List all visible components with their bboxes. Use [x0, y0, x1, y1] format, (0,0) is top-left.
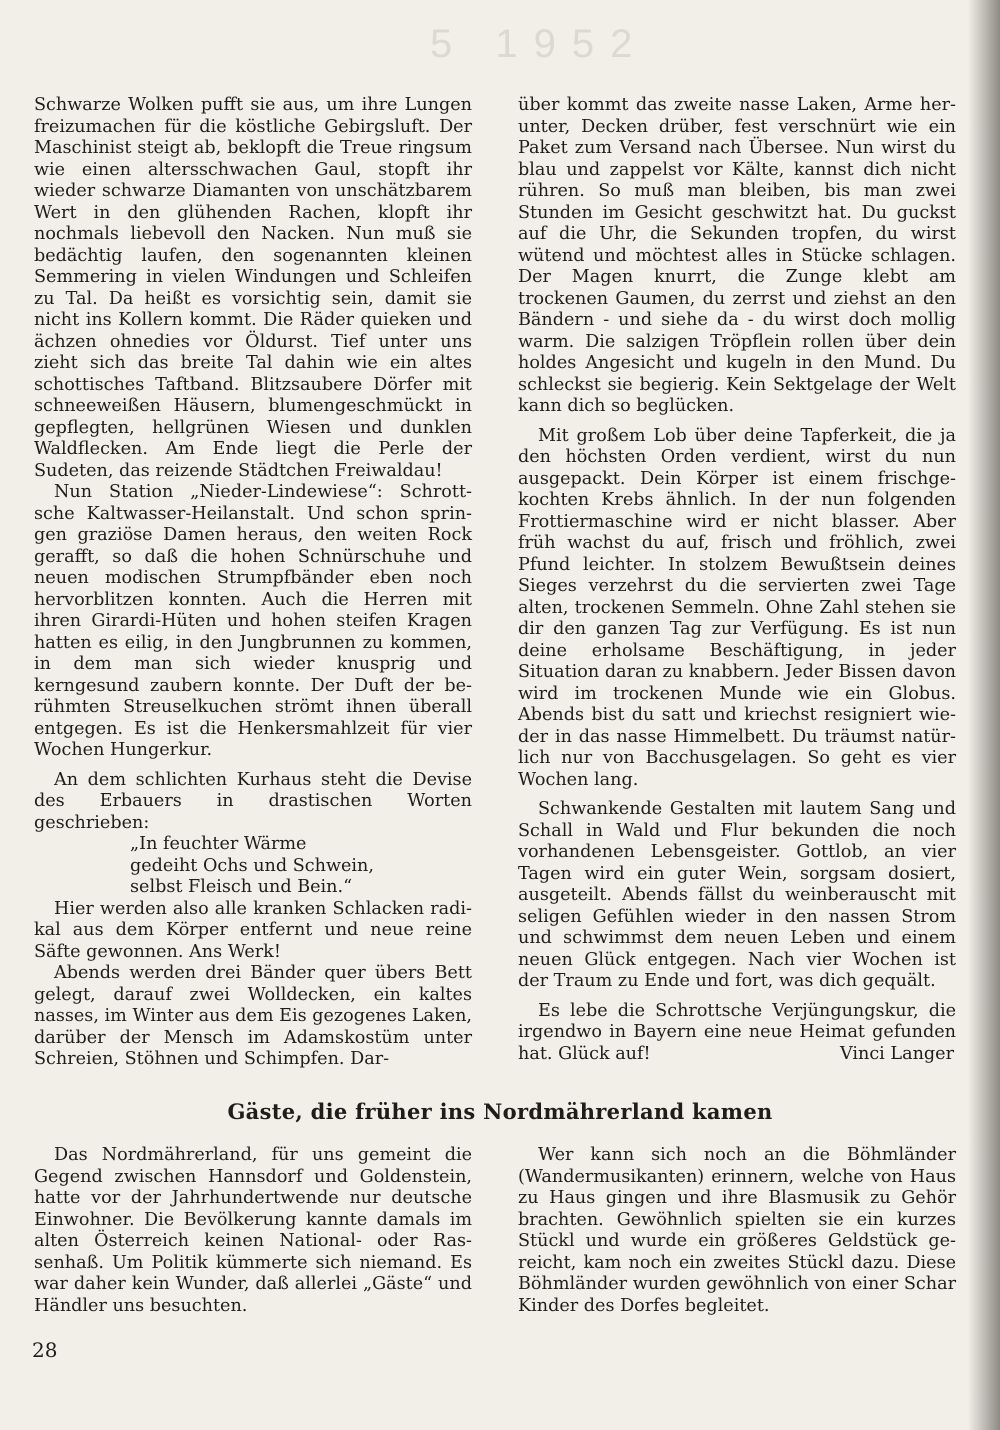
paragraph: Schwankende Gestalten mit lautem Sang und Schall in Wald und Flur bekunden die noch vorhandenen Lebensgeister. Gottlob, an vier Tagen wird ein guter Wein, sorgsam dosiert, ausgeteilt. Abends fällst du weinberauscht mit seligen Gefühlen wieder in den nassen Strom und schwimmst dem neuen Leben und einem neuen Glück entgegen. Nach vier Wochen ist der Traum zu Ende und fort, was dich gequält. — [518, 799, 956, 991]
paragraph: Mit großem Lob über deine Tapferkeit, die ja den höchsten Orden verdient, wirst du nun ausgepackt. Dein Körper ist einem frischgekochten Krebs ähnlich. In der nun folgenden Frottiermaschine wird er nicht blasser. Aber früh wachst du auf, frisch und fröhlich, zwei Pfund leichter. In stolzem Bewußtsein deines Sieges verzehrst du die servierten zwei Tage alten, trockenen Semmeln. Ohne Zahl stehen sie dir den ganzen Tag zur Verfügung. Es ist nun deine erholsame Beschäftigung, in jeder Situation daran zu knabbern. Jeder Bissen davon wird im trockenen Munde wie ein Globus. Abends bist du satt und kriechst resigniert wieder in das nasse Himmelbett. Du träumst natürlich nur von Bacchusgelagen. So geht es vier Wochen lang. — [518, 425, 956, 790]
verse-line: gedeiht Ochs und Schwein, — [130, 855, 374, 876]
paragraph: Hier werden also alle kranken Schlacken radikal aus dem Körper entfernt und neue reine Säfte gewonnen. Ans Werk! — [34, 898, 472, 962]
article1-left-column — [34, 95, 472, 1071]
binding-shadow — [968, 0, 1000, 1430]
article2-left-column — [34, 1145, 472, 1317]
verse-quote — [130, 834, 472, 899]
faded-date-stamp: 5 1952 — [430, 22, 649, 66]
paragraph: Das Nordmährerland, für uns gemeint die Gegend zwischen Hannsdorf und Goldenstein, hatte vor der Jahrhundertwende nur deutsche Einwohner. Die Bevölkerung kannte damals im alten Österreich keinen National- oder Rassenhaß. Um Politik kümmerte sich niemand. Es war daher kein Wunder, daß allerlei „Gäste“ und Händler uns besuchten. — [34, 1145, 472, 1316]
paragraph: Nun Station „Nieder-Lindewiese“: Schrottsche Kaltwasser-Heilanstalt. Und schon springen graziöse Damen heraus, den weiten Rock gerafft, so daß die hohen Schnürschuhe und neuen modischen Strumpfbänder eben noch hervorblitzen konnten. Auch die Herren mit ihren Girardi-Hüten und hohen steifen Kragen hatten es eilig, in den Jungbrunnen zu kommen, in dem man sich wieder knusprig und kerngesund zaubern konnte. Der Duft der berühmten Streuselkuchen strömt ihnen überall entgegen. Es ist die Henkersmahlzeit für vier Wochen Hungerkur. — [34, 482, 472, 760]
paragraph: Wer kann sich noch an die Böhmländer (Wandermusikanten) erinnern, welche von Haus zu Haus gingen und ihre Blasmusik zu Gehör brachten. Gewöhnlich spielten sie ein kurzes Stückl und wurde ein größeres Geldstück gereicht, kam noch ein zweites Stückl dazu. Diese Böhmländer wurden gewöhnlich von einer Schar Kinder des Dorfes begleitet. — [518, 1145, 956, 1316]
article2-title: Gäste, die früher ins Nordmährerland kamen — [227, 1099, 773, 1124]
article2-right-column — [518, 1145, 956, 1317]
paragraph: Schwarze Wolken pufft sie aus, um ihre Lungen freizumachen für die köstliche Gebirgsluft. Der Maschinist steigt ab, beklopft die Treue ringsum wie einen altersschwachen Gaul, stopft ihr wieder schwarze Diamanten von unschätzbarem Wert in den glühenden Rachen, klopft ihr nochmals liebevoll den Nacken. Nun muß sie bedächtig laufen, den sogenannten kleinen Semmering in vielen Windungen und Schleifen zu Tal. Da heißt es vorsichtig sein, damit sie nicht ins Kollern kommt. Die Räder quieken und ächzen ohnedies vor Öldurst. Tief unter uns zieht sich das breite Tal dahin wie ein altes schottisches Taftband. Blitzsaubere Dörfer mit schneeweißen Häusern, blumengeschmückt in gepflegten, hellgrünen Wiesen und dunklen Waldflecken. Am Ende liegt die Perle der Sudeten, das reizende Städtchen Freiwaldau! — [34, 95, 472, 481]
verse-line: „In feuchter Wärme — [130, 834, 307, 854]
article1-right-column — [518, 95, 956, 1065]
paragraph: Abends werden drei Bänder quer übers Bett gelegt, darauf zwei Wolldecken, ein kaltes nasses, im Winter aus dem Eis gezogenes Laken, darüber der Mensch im Adamskostüm unter Schreien, Stöhnen und Schimpfen. Dar- — [34, 963, 472, 1069]
verse-line: selbst Fleisch und Bein.“ — [130, 877, 353, 897]
paragraph: An dem schlichten Kurhaus steht die Devise des Erbauers in drastischen Worten geschrieben: — [34, 769, 472, 833]
paragraph: über kommt das zweite nasse Laken, Arme herunter, Decken drüber, fest verschnürt wie ein Paket zum Versand nach Übersee. Nun wirst du blau und zappelst vor Kälte, kannst dich nicht rühren. So muß man bleiben, bis man zwei Stunden im Gesicht geschwitzt hat. Du guckst auf die Uhr, die Sekunden tropfen, du wirst wütend und möchtest alles in Stücke schlagen. Der Magen knurrt, die Zunge klebt am trockenen Gaumen, du zerrst und ziehst an den Bändern - und siehe da - du wirst doch mollig warm. Die salzigen Tröpflein rollen über dein holdes Angesicht und kugeln in den Mund. Du schleckst sie begierig. Kein Sektgelage der Welt kann dich so beglücken. — [518, 95, 956, 416]
closing-text: Es lebe die Schrottsche Verjüngungskur, die irgendwo in Bayern eine neue Heimat gefunden hat. Glück auf! — [518, 1000, 956, 1064]
page-number: 28 — [32, 1338, 58, 1362]
author-signature: Vinci Langer — [839, 1043, 954, 1064]
